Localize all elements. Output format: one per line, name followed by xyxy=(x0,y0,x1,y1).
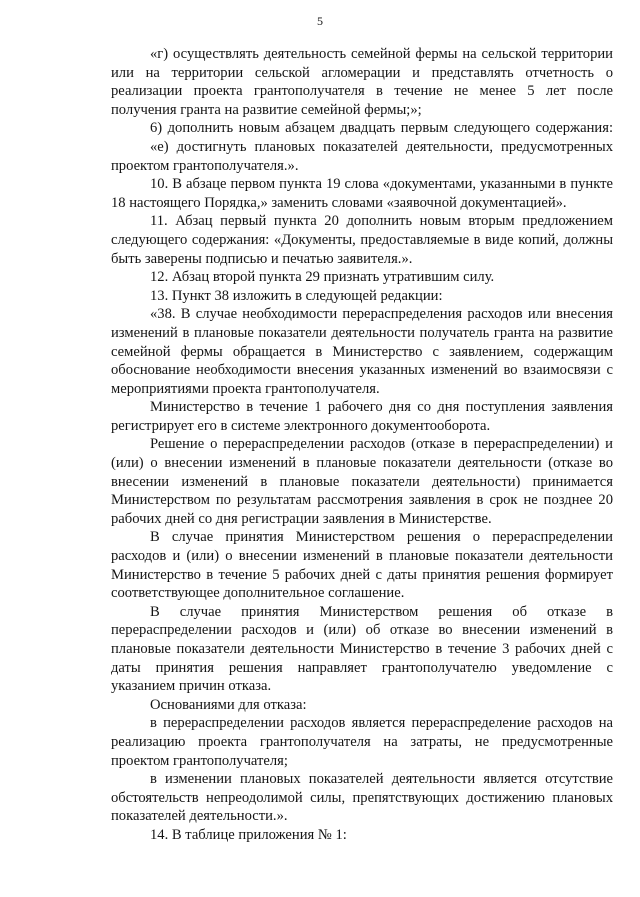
paragraph-point-12: 12. Абзац второй пункта 29 признать утратившим силу. xyxy=(150,269,495,286)
paragraph-approval: В случае принятия Министерством решения о перераспределении расходов и (или) о внесении изменений в плановые показатели деятельности Министерство в течение 5 рабочих дней с даты принятия решения формирует соответствующее дополнительное соглашение. xyxy=(111,529,613,602)
paragraph-grounds-expenses: в перераспределении расходов является перераспределение расходов на реализацию проекта грантополучателя на затраты, не предусмотренные проектом грантополучателя; xyxy=(111,715,613,769)
page-number: 5 xyxy=(317,14,323,28)
paragraph-refusal: В случае принятия Министерством решения об отказе в перераспределении расходов и (или) об отказе во внесении изменений в плановые показатели деятельности Министерство в течение 3 рабочих дней с даты принятия решения направляет грантополучателю уведомление с указанием причин отказа. xyxy=(111,603,613,695)
paragraph-add-abzac: 6) дополнить новым абзацем двадцать первым следующего содержания: xyxy=(150,120,613,137)
document-body xyxy=(111,45,613,845)
paragraph-item-e: «е) достигнуть плановых показателей деятельности, предусмотренных проектом грантополучателя.». xyxy=(111,138,613,174)
paragraph-point-14: 14. В таблице приложения № 1: xyxy=(150,826,347,843)
paragraph-point-38: «38. В случае необходимости перераспределения расходов или внесения изменений в плановые показатели деятельности получатель гранта на развитие семейной фермы обращается в Министерство с заявлением, содержащим обоснование необходимости внесения указанных изменений во взаимосвязи с мероприятиями проекта грантополучателя. xyxy=(111,306,613,397)
paragraph-point-11: 11. Абзац первый пункта 20 дополнить новым вторым предложением следующего содержания: «Документы, предоставляемые в виде копий, должны быть заверены подписью и печатью заявителя.». xyxy=(111,213,613,267)
paragraph-grounds-indicators: в изменении плановых показателей деятельности является отсутствие обстоятельств непреодолимой силы, препятствующих достижению плановых показателей деятельности.». xyxy=(111,771,613,825)
paragraph-decision: Решение о перераспределении расходов (отказе в перераспределении) и (или) о внесении изменений в плановые показатели деятельности (отказе во внесении изменений в плановые показатели деятельности) принимается Министерством по результатам рассмотрения заявления в срок не позднее 20 рабочих дней со дня регистрации заявления в Министерстве. xyxy=(111,436,613,527)
paragraph-point-10: 10. В абзаце первом пункта 19 слова «документами, указанными в пункте 18 настоящего Порядка,» заменить словами «заявочной документацией». xyxy=(111,176,613,211)
paragraph-item-g: «г) осуществлять деятельность семейной фермы на сельской территории или на территории сельской агломерации и представлять отчетность о реализации проекта грантополучателя в течение не менее 5 лет после получения гранта на развитие семейной фермы;»; xyxy=(111,46,613,118)
paragraph-registration: Министерство в течение 1 рабочего дня со дня поступления заявления регистрирует его в системе электронного документооборота. xyxy=(111,399,613,434)
paragraph-point-13: 13. Пункт 38 изложить в следующей редакции: xyxy=(150,287,443,304)
paragraph-refusal-grounds: Основаниями для отказа: xyxy=(150,696,307,713)
